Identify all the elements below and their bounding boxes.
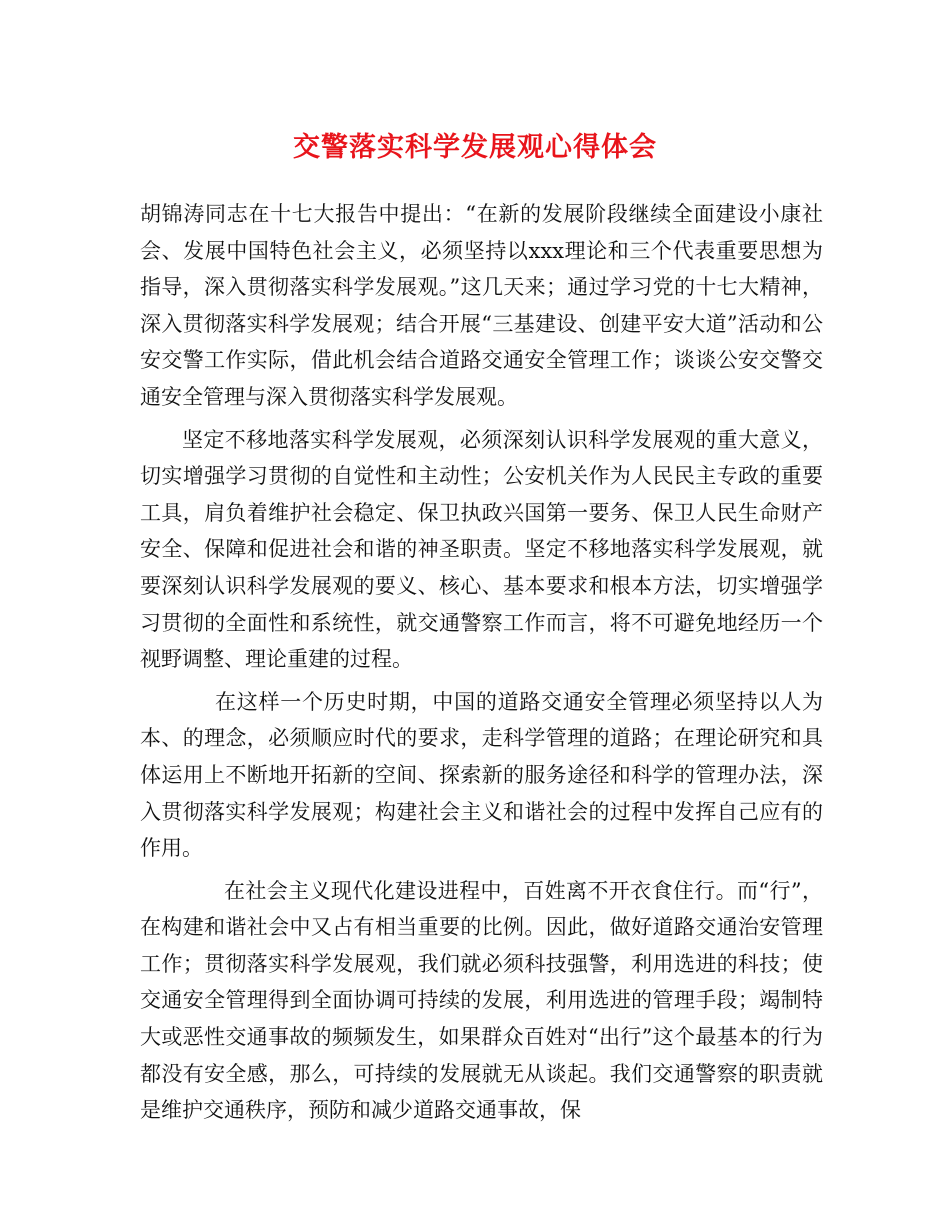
paragraph-1: 胡锦涛同志在十七大报告中提出：“在新的发展阶段继续全面建设小康社会、发展中国特色社会主义，必须坚持以xxx理论和三个代表重要思想为指导，深入贯彻落实科学发展观。”这几天来；通过学习党的十七大精神，深入贯彻落实科学发展观；结合开展“三基建设、创建平安大道”活动和公安交警工作实际，借此机会结合道路交通安全管理工作；谈谈公安交警交通安全管理与深入贯彻落实科学发展观。 (140, 202, 823, 409)
paragraph-4: 在社会主义现代化建设进程中，百姓离不开衣食住行。而“行”，在构建和谐社会中又占有相当重要的比例。因此，做好道路交通治安管理工作；贯彻落实科学发展观，我们就必须科技强警，利用选进的科技；使交通安全管理得到全面协调可持续的发展，利用选进的管理手段；竭制特大或恶性交通事故的频频发生，如果群众百姓对“出行”这个最基本的行为都没有安全感，那么，可持续的发展就无从谈起。我们交通警察的职责就是维护交通秩序，预防和减少道路交通事故，保 (140, 878, 823, 1123)
paragraph-3: 在这样一个历史时期，中国的道路交通安全管理必须坚持以人为本、的理念，必须顺应时代的要求，走科学管理的道路；在理论研究和具体运用上不断地开拓新的空间、探索新的服务途径和科学的管理办法，深入贯彻落实科学发展观；构建社会主义和谐社会的过程中发挥自己应有的作用。 (140, 689, 823, 861)
document-body (140, 196, 823, 1129)
paragraph-2: 坚定不移地落实科学发展观，必须深刻认识科学发展观的重大意义，切实增强学习贯彻的自觉性和主动性；公安机关作为人民民主专政的重要工具，肩负着维护社会稳定、保卫执政兴国第一要务、保卫人民生命财产安全、保障和促进社会和谐的神圣职责。坚定不移地落实科学发展观，就要深刻认识科学发展观的要义、核心、基本要求和根本方法，切实增强学习贯彻的全面性和系统性，就交通警察工作而言，将不可避免地经历一个视野调整、理论重建的过程。 (140, 427, 823, 672)
document-title: 交警落实科学发展观心得体会 (293, 132, 657, 163)
